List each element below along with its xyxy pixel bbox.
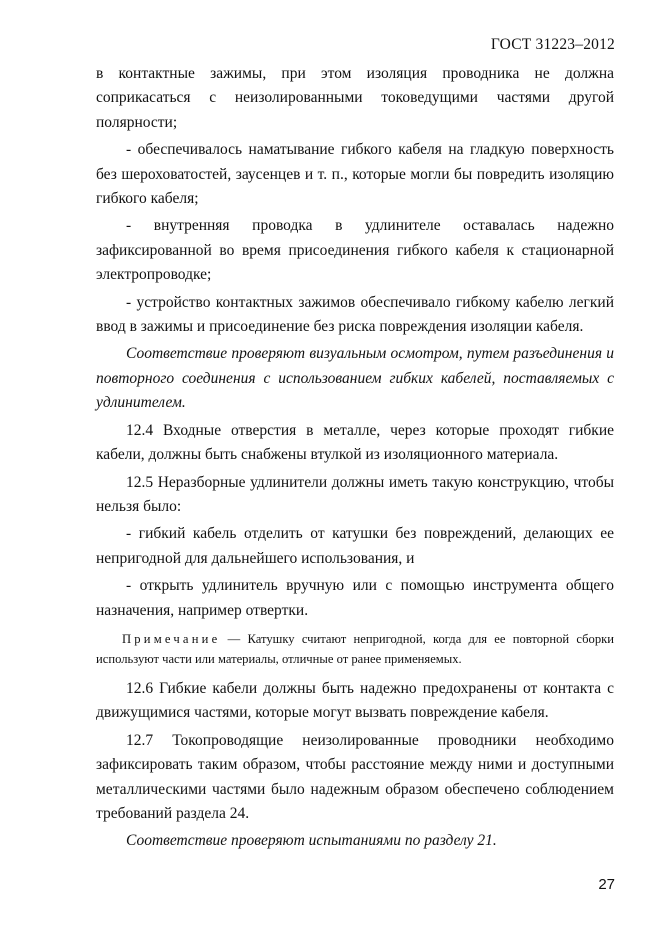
document-body (96, 62, 614, 854)
clause-12-6: 12.6 Гибкие кабели должны быть надежно предохранены от контакта с движущимися частями, которые могут вызвать повреждение кабеля. (96, 679, 614, 722)
note-label: Примечание (122, 631, 221, 646)
page-number: 27 (598, 876, 615, 893)
list-item: - обеспечивалось наматывание гибкого кабеля на гладкую поверхность без шероховатостей, заусенцев и т. п., которые могли бы повредить изоляцию гибкого кабеля; (96, 141, 614, 208)
list-item: - открыть удлинитель вручную или с помощью инструмента общего назначения, например отвертки. (96, 577, 614, 619)
list-item: - внутренняя проводка в удлинителе оставалась надежно зафиксированной во время присоединения гибкого кабеля к стационарной электропроводке; (96, 217, 614, 284)
clause-12-4: 12.4 Входные отверстия в металле, через которые проходят гибкие кабели, должны быть снабжены втулкой из изоляционного материала. (96, 421, 614, 464)
clause-12-7: 12.7 Токопроводящие неизолированные проводники необходимо зафиксировать таким образом, чтобы расстояние между ними и доступными металлическими частями было надежным образом обеспечено соблюдением требований раздела 24. (96, 731, 614, 822)
clause-12-5: 12.5 Неразборные удлинители должны иметь такую конструкцию, чтобы нельзя было: (96, 473, 614, 515)
note-text: — Катушку считают непригодной, когда для ее повторной сборки используют части или материалы, отличные от ранее применяемых. (96, 631, 614, 666)
document-header: ГОСТ 31223–2012 (490, 36, 615, 53)
list-item: - устройство контактных зажимов обеспечивало гибкому кабелю легкий ввод в зажимы и присоединение без риска повреждения изоляции кабеля. (96, 293, 614, 336)
compliance-check-text: Соответствие проверяют испытаниями по разделу 21. (126, 832, 497, 850)
note (96, 629, 614, 669)
list-item: - гибкий кабель отделить от катушки без повреждений, делающих ее непригодной для дальнейшего использования, и (96, 525, 614, 567)
compliance-check-text: Соответствие проверяют визуальным осмотром, путем разъединения и повторного соединения с использованием гибких кабелей, поставляемых с удлинителем. (96, 345, 614, 412)
paragraph-continuation: в контактные зажимы, при этом изоляция проводника не должна соприкасаться с неизолированными токоведущими частями другой полярности; (96, 65, 614, 131)
